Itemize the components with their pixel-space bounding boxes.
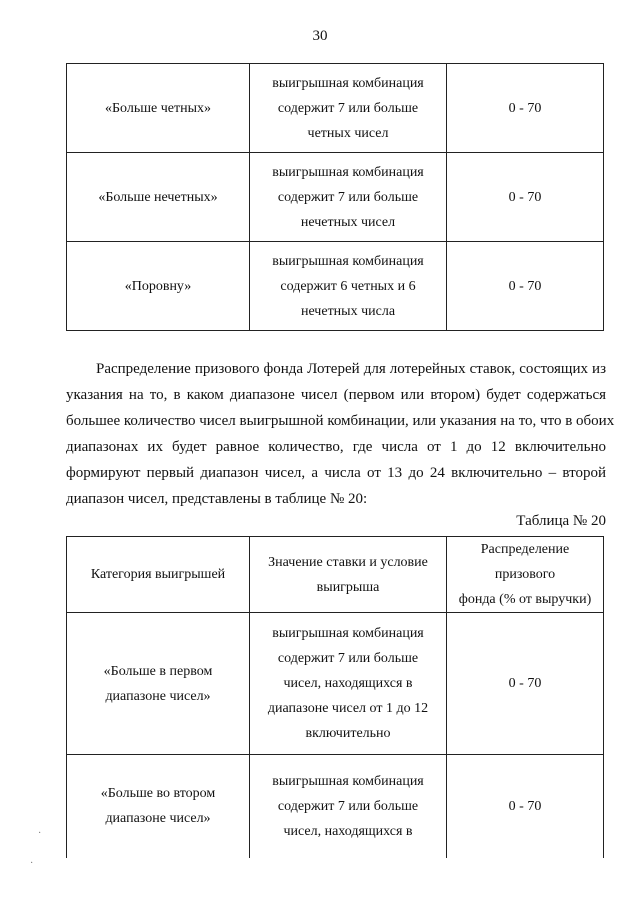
table-row	[67, 64, 604, 153]
table-row	[67, 613, 604, 755]
category-cell	[67, 613, 250, 755]
table-row	[67, 242, 604, 331]
header-line: Распределение призового	[480, 542, 570, 582]
condition-cell	[250, 755, 447, 858]
paragraph-line: Распределение призового фонда Лотерей для лотерейных ставок, состоящих из	[96, 361, 606, 377]
condition-cell	[250, 64, 447, 153]
condition-line: выигрышная комбинация	[272, 773, 424, 789]
distribution-cell: 0 - 70	[447, 755, 604, 858]
header-line: Категория выигрышей	[90, 567, 226, 582]
paragraph-line: формируют первый диапазон чисел, а числа от 13 до 24 включительно – второй	[66, 465, 606, 481]
distribution-cell: 0 - 70	[447, 153, 604, 242]
condition-cell	[250, 613, 447, 755]
condition-line: содержит 7 или больше	[277, 189, 419, 205]
condition-line: четных чисел	[307, 125, 389, 141]
condition-line: выигрышная комбинация	[272, 75, 424, 91]
distribution-cell: 0 - 70	[447, 613, 604, 755]
condition-line: содержит 7 или больше	[277, 651, 419, 666]
condition-line: нечетных чисел	[300, 214, 396, 230]
condition-line: включительно	[305, 726, 391, 741]
condition-line: чисел, находящихся в	[283, 823, 413, 839]
category-cell: «Больше нечетных»	[67, 153, 250, 242]
paragraph-line: диапазон чисел, представлены в таблице № 20:	[66, 491, 368, 507]
condition-line: нечетных числа	[300, 303, 396, 319]
condition-line: диапазоне чисел от 1 до 12	[267, 701, 429, 716]
category-cell: «Поровну»	[67, 242, 250, 331]
table-header-row	[67, 537, 604, 613]
condition-line: содержит 7 или больше	[277, 100, 419, 116]
category-line: «Больше в первом	[103, 663, 213, 679]
lottery-distribution-table-continued	[66, 63, 604, 331]
header-category	[67, 537, 250, 613]
condition-line: выигрышная комбинация	[272, 626, 424, 641]
header-condition	[250, 537, 447, 613]
category-line: диапазоне чисел»	[105, 688, 211, 704]
condition-line: выигрышная комбинация	[272, 164, 424, 180]
body-paragraph	[66, 356, 615, 512]
paragraph-line: большее количество чисел выигрышной комбинации, или указания на то, что в обоих	[66, 413, 615, 429]
header-line: выигрыша	[316, 579, 380, 595]
header-distribution	[447, 537, 604, 613]
paragraph-line: диапазонах их будет равное количество, где числа от 1 до 12 включительно	[66, 439, 606, 455]
header-line: Значение ставки и условие	[268, 554, 428, 570]
paragraph-line: указания на то, в каком диапазоне чисел (первом или втором) будет содержаться	[66, 387, 606, 403]
category-line: «Больше во втором	[100, 786, 216, 802]
page-number: 30	[312, 28, 328, 44]
category-cell: «Больше четных»	[67, 64, 250, 153]
table-row	[67, 153, 604, 242]
header-line: фонда (% от выручки)	[458, 592, 592, 607]
condition-line: содержит 7 или больше	[277, 798, 419, 814]
distribution-cell: 0 - 70	[447, 242, 604, 331]
category-cell	[67, 755, 250, 858]
condition-cell	[250, 242, 447, 331]
condition-line: чисел, находящихся в	[283, 676, 413, 691]
scan-speck: ·	[30, 858, 34, 869]
scan-speck: ·	[38, 828, 42, 839]
category-line: диапазоне чисел»	[105, 811, 211, 827]
condition-line: выигрышная комбинация	[272, 253, 424, 269]
table-row	[67, 755, 604, 858]
table-caption: Таблица № 20	[516, 513, 606, 529]
table-20	[66, 536, 604, 858]
condition-cell	[250, 153, 447, 242]
condition-line: содержит 6 четных и 6	[280, 278, 416, 294]
distribution-cell: 0 - 70	[447, 64, 604, 153]
